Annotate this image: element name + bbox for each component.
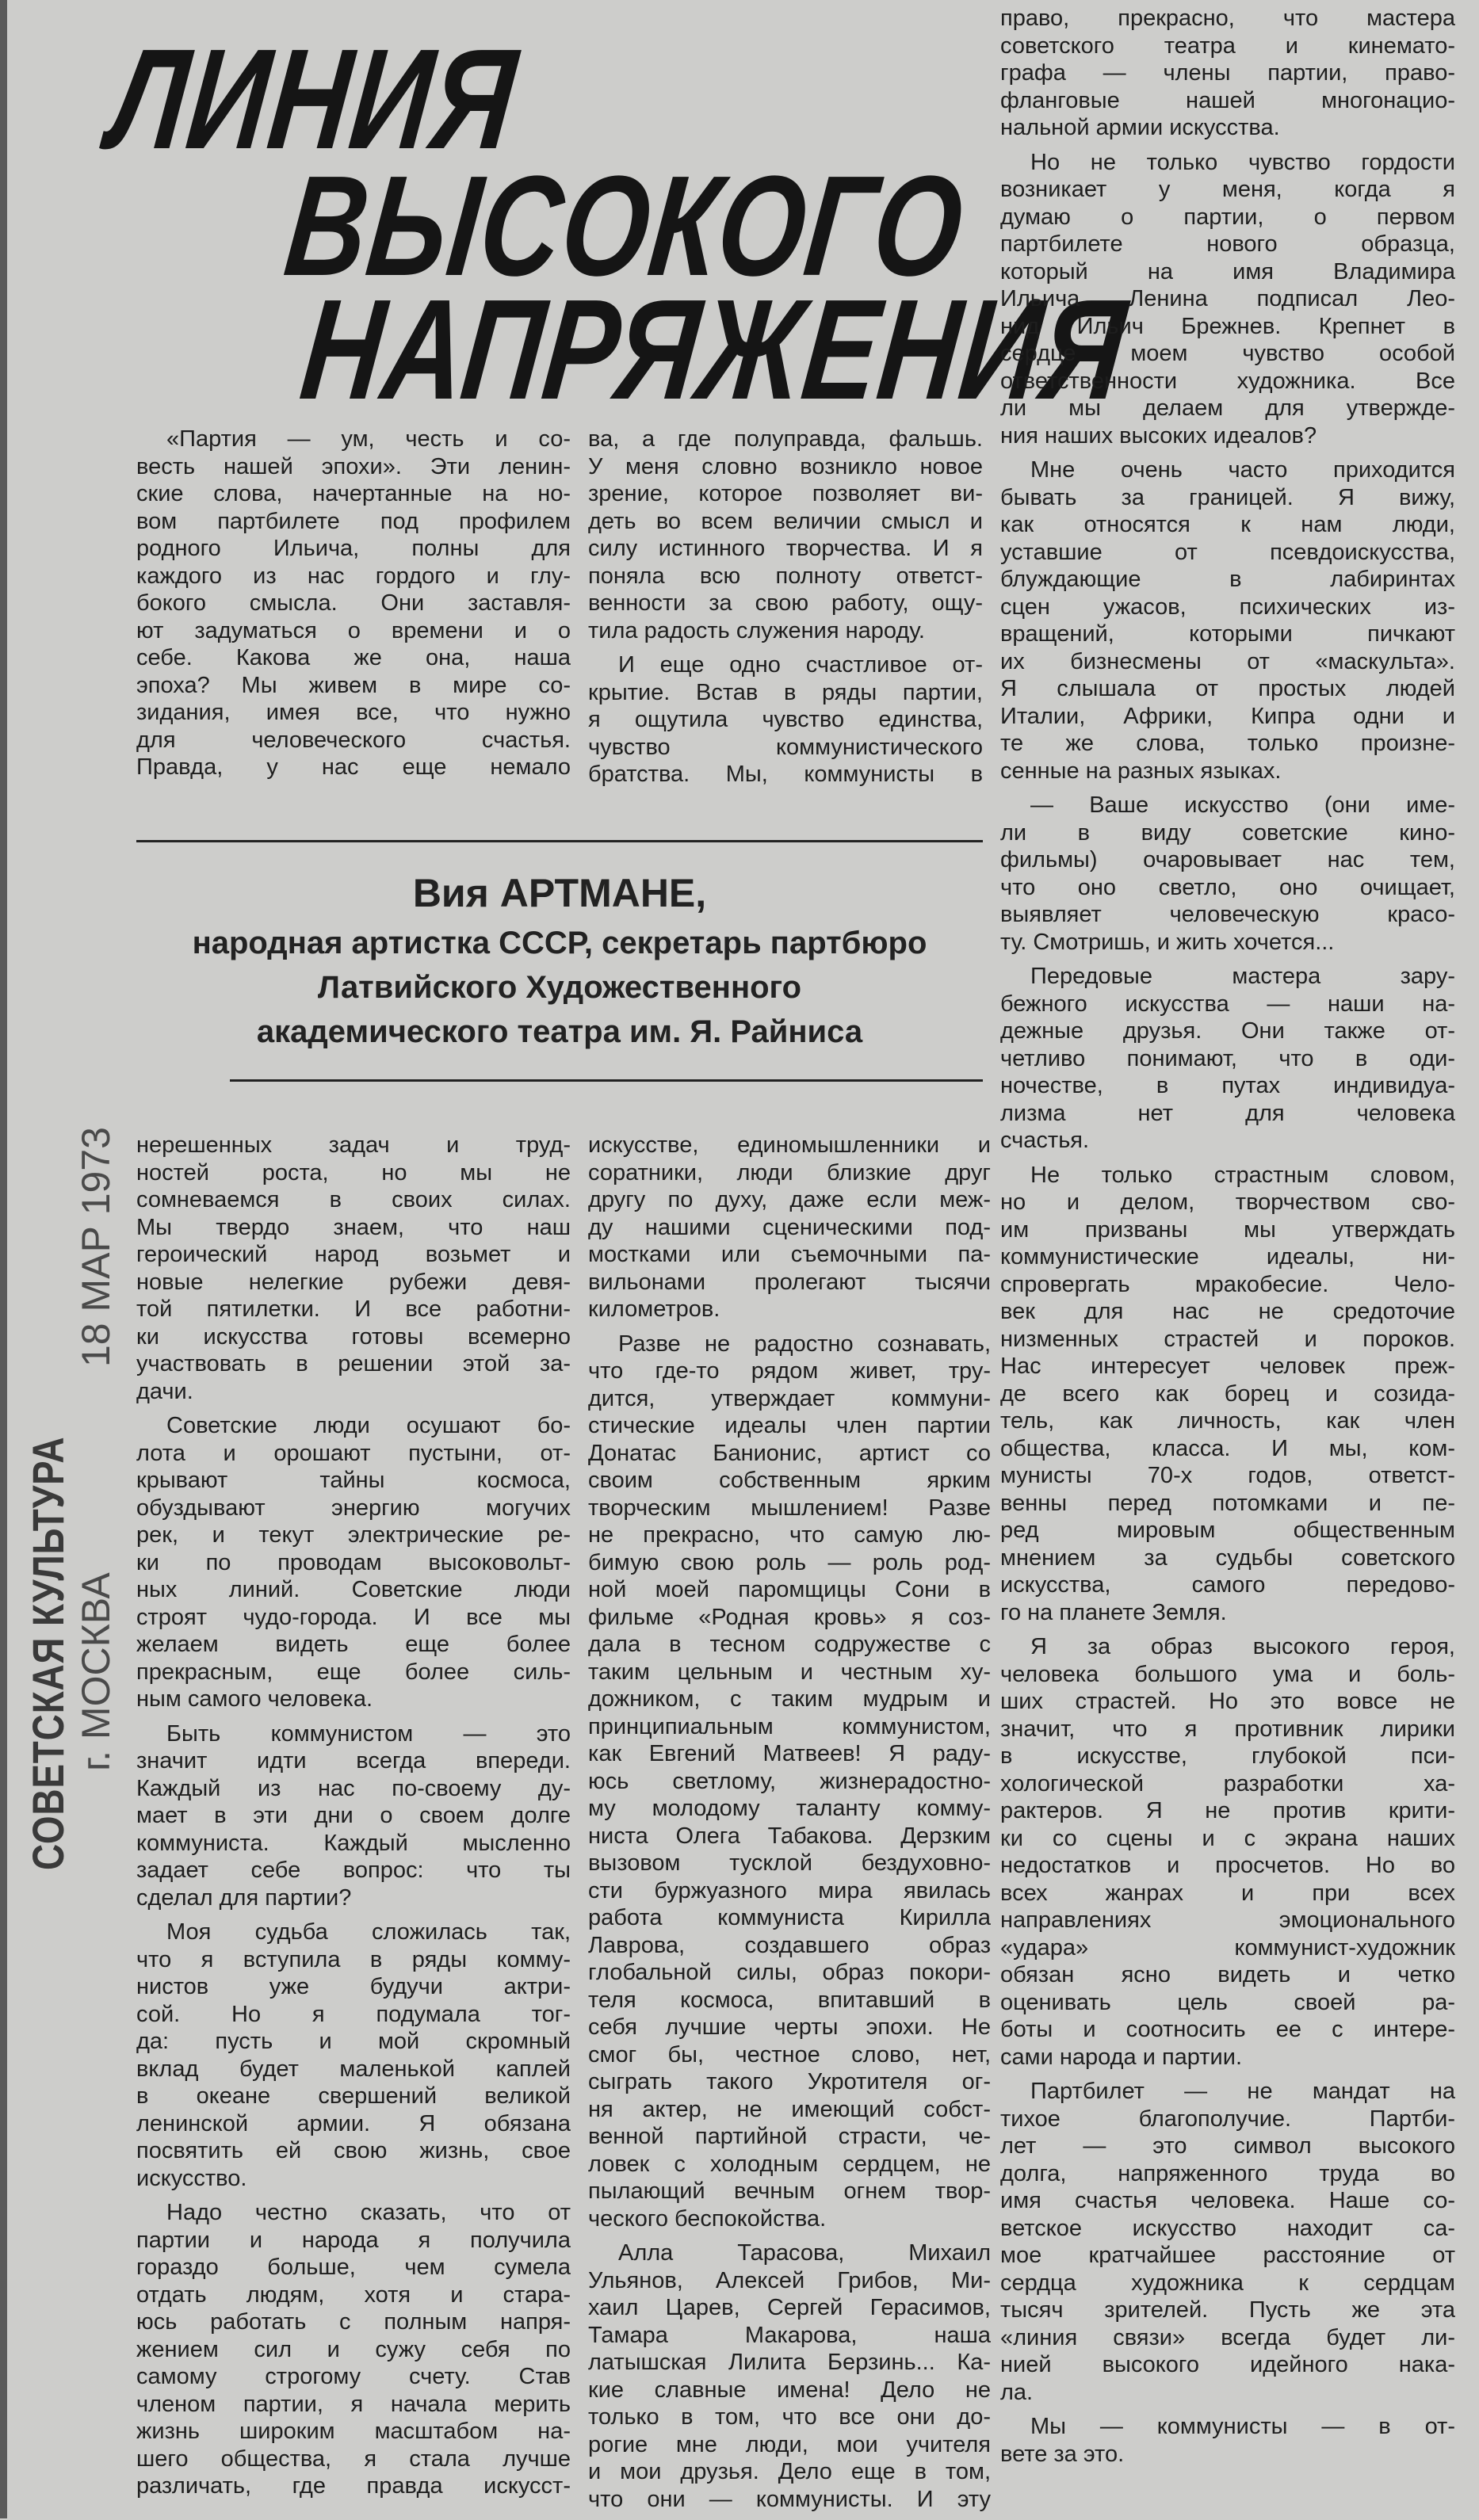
text-line: зидания, имея все, что нужно [136,700,571,725]
text-line: зрение, которое позволяет ви- [588,481,983,506]
text-line: У меня словно возникло новое [588,453,983,479]
article-paragraph [1000,792,1455,956]
text-line: Италии, Африки, Кипра одни и [1000,703,1455,729]
text-line: те же слова, только произне- [1000,731,1455,756]
text-line: Ильича Ленина подписал Лео- [1000,286,1455,311]
text-line: советского театра и кинемато- [1000,32,1455,59]
text-line: венности за свою работу, ощу- [588,590,983,616]
text-line: Советские люди осушают бо- [166,1413,571,1438]
text-line: «Партия — ум, честь и со- [166,426,571,452]
text-line: бывать за границей. Я вижу, [1000,484,1455,510]
text-line: Но не только чувство гордости [1030,149,1455,175]
text-line: километров. [588,1296,720,1322]
text-line: поняла всю полноту ответст- [588,563,983,589]
text-line: ветское искусство находит са- [1000,2215,1455,2241]
text-line: обуздывают энергию могучих [136,1495,571,1521]
text-line: вызовом тусклой бездуховно- [588,1850,991,1876]
text-line: ду нашими сценическими под- [588,1214,991,1240]
text-line: дежные друзья. Они также от- [1000,1018,1455,1044]
text-line: ские слова, начертанные на но- [136,481,571,506]
text-line: братства. Мы, коммунисты в [588,762,983,787]
text-line: ла. [1000,2379,1034,2405]
text-line: лота и орошают пустыни, от- [136,1440,571,1466]
text-line: И еще одно счастливое от- [618,652,983,678]
text-line: вете за это. [1000,2441,1125,2467]
text-line: я ощутила чувство единства, [588,707,983,732]
text-line: как Евгений Матвеев! Я раду- [588,1741,991,1766]
text-line: Алла Тарасова, Михаил [618,2240,991,2266]
text-line: лизма нет для человека [1000,1100,1455,1126]
text-line: Тамара Макарова, наша [588,2322,991,2348]
text-line: героический народ возьмет и [136,1242,571,1267]
text-line: сердца художника к сердцам [1000,2270,1455,2296]
text-line: ших страстей. Но это вовсе не [1000,1689,1455,1714]
text-line: мнением за судьбы советского [1000,1544,1455,1571]
text-line: искусства, самого передово- [1000,1572,1455,1598]
text-line: рогие мне люди, мои учителя [588,2431,991,2457]
article-paragraph [136,1412,571,1713]
text-line: ниста Олега Табакова. Дерзким [588,1823,991,1849]
text-line: тысяч зрителей. Пусть же эта [1000,2297,1455,2323]
text-line: нид Ильич Брежнев. Крепнет в [1000,313,1455,339]
text-line: спровергать мракобесие. Чело- [1000,1271,1455,1297]
text-line: мое кратчайшее расстояние от [1000,2243,1455,2268]
text-line: бокого смысла. Они заставля- [136,590,571,616]
text-line: сой. Но я подумала тог- [136,2001,571,2027]
article-paragraph [136,426,571,781]
text-line: что где-то рядом живет, тру- [588,1358,991,1384]
text-line: возникает у меня, когда я [1000,177,1455,202]
text-line: ной моей паромщицы Сони в [588,1577,991,1602]
article-paragraph [1000,456,1455,785]
text-line: оценивать цель своей ра- [1000,1989,1455,2015]
text-line: фланговые нашей многонацио- [1000,87,1455,113]
text-line: дачи. [136,1378,193,1404]
article-paragraph [1000,963,1455,1155]
author-title-line: народная артистка СССР, секретарь партбюро [192,926,927,960]
text-line: глобальной силы, образ покори- [588,1960,991,1985]
text-line: дится, утверждает коммуни- [588,1385,991,1411]
text-line: венны перед потомками и пе- [1000,1490,1455,1516]
text-line: выявляет человеческую красо- [1000,902,1455,927]
text-line: ки искусства готовы всемерно [136,1323,571,1350]
text-line: человека большого ума и боль- [1000,1661,1455,1687]
text-line: бимую свою роль — роль род- [588,1549,991,1575]
divider-rule [230,1079,983,1082]
text-line: ня актер, не имеющий собст- [588,2096,991,2122]
text-line: му молодому таланту комму- [588,1796,991,1821]
text-line: Мы твердо знаем, что наш [136,1214,571,1240]
text-line: сенные на разных языках. [1000,758,1282,784]
text-line: принципиальным коммунистом, [588,1713,991,1739]
text-line: всех жанрах и при всех [1000,1880,1455,1906]
text-line: той пятилетки. И все работни- [136,1296,571,1322]
text-line: ответственности художника. Все [1000,368,1455,394]
article-paragraph [588,1331,991,2233]
article-paragraph [588,651,983,788]
article-paragraph [1000,149,1455,450]
text-line: век для нас не средоточие [1000,1299,1455,1324]
text-line: различать, где правда искусст- [136,2473,571,2499]
text-line: но и делом, творчеством сво- [1000,1189,1455,1215]
text-line: право, прекрасно, что мастера [1000,6,1455,31]
text-line: нией высокого идейного нака- [1000,2352,1455,2377]
text-line: своим собственным ярким [588,1468,991,1493]
text-line: стические идеалы член партии [588,1413,991,1438]
text-line: обязан ясно видеть и четко [1000,1962,1455,1987]
text-line: пылающий вечным огнем твор- [588,2178,991,2204]
text-line: сами народа и партии. [1000,2044,1243,2070]
text-line: им призваны мы утверждать [1000,1216,1455,1243]
text-line: в искусстве, глубокой пси- [1000,1743,1455,1769]
text-line: ли мы делаем для утвержде- [1000,395,1455,421]
text-line: партбилете нового образца, [1000,231,1455,257]
text-line: тихое благополучие. Партби- [1000,2106,1455,2132]
text-line: коммуниста. Каждый мысленно [136,1830,571,1856]
text-line: Мы — коммунисты — в от- [1030,2414,1455,2439]
text-line: ред мировым общественным [1000,1518,1455,1543]
text-line: — Ваше искусство (они име- [1030,792,1455,818]
text-line: боты и соотносить ее с интере- [1000,2017,1455,2042]
text-line: коммунистические идеалы, ни- [1000,1244,1455,1270]
text-line: не прекрасно, что самую лю- [588,1522,991,1548]
text-line: нистов уже будучи актри- [136,1974,571,1999]
text-line: нерешенных задач и труд- [136,1132,571,1158]
text-line: эпоха? Мы живем в мире со- [136,672,571,698]
text-line: Ульянов, Алексей Грибов, Ми- [588,2267,991,2293]
text-line: мунисты 70-х годов, ответст- [1000,1463,1455,1488]
text-line: недостатков и просчетов. Но во [1000,1853,1455,1878]
article-paragraph [588,426,983,644]
stamp-city: г. МОСКВА [74,1572,118,1771]
text-line: новые нелегкие рубежи девя- [136,1269,571,1295]
text-line: юсь светлому, жизнерадостно- [588,1768,991,1794]
text-line: сыграть такого Укротителя ог- [588,2069,991,2094]
article-paragraph [136,1720,571,1912]
text-line: только в том, что все они до- [588,2404,991,2430]
text-line: мает в эти дни о своем долге [136,1803,571,1828]
text-line: хаил Царев, Сергей Герасимов, [588,2295,991,2320]
text-line: Мне очень часто приходится [1030,457,1455,483]
text-line: самому строгому счету. Став [136,2364,571,2389]
clipping-edge [0,0,7,2518]
text-line: рек, и текут электрические ре- [136,1522,571,1548]
text-line: чувство коммунистического [588,734,983,760]
text-line: сцен ужасов, психических из- [1000,594,1455,620]
text-line: ным самого человека. [136,1686,373,1712]
text-line: сделал для партии? [136,1884,352,1911]
text-line: Нас интересует человек преж- [1000,1354,1455,1379]
text-line: Надо честно сказать, что от [166,2200,571,2225]
text-line: каждого из нас гордого и глу- [136,563,571,589]
headline-line-3: НАПРЯЖЕНИЯ [294,270,1134,430]
author-title-line: Латвийского Художественного [317,970,802,1005]
text-line: тель, как личность, как член [1000,1408,1455,1434]
text-line: дожником, с таким мудрым и [588,1686,991,1712]
text-line: крывают тайны космоса, [136,1468,571,1493]
text-line: ловек с холодным сердцем, не [588,2151,991,2177]
text-line: блуждающие в лабиринтах [1000,567,1455,592]
text-line: себя лучшие черты эпохи. Не [588,2014,991,2040]
text-line: дала в тесном содружестве с [588,1632,991,1657]
text-line: искусстве, единомышленники и [588,1132,991,1158]
text-line: отдать людям, хотя и стара- [136,2281,571,2308]
text-line: фильмы) очаровывает нас тем, [1000,847,1455,872]
text-line: работа коммуниста Кирилла [588,1905,991,1930]
text-line: бежного искусства — наши на- [1000,991,1455,1017]
text-line: латышская Лилита Берзинь... Ка- [588,2350,991,2375]
text-line: долга, напряженного труда во [1000,2160,1455,2186]
text-line: жением сил и сужу себя по [136,2336,571,2362]
text-line: родного Ильича, полны для [136,536,571,561]
text-line: счастья. [1000,1128,1090,1153]
author-title-line: академического театра им. Я. Райниса [256,1014,863,1049]
text-line: рактеров. Я не против крити- [1000,1798,1455,1823]
text-line: соратники, люди близкие друг [588,1159,991,1186]
text-line: направлениях эмоционального [1000,1907,1455,1933]
text-line: го на планете Земля. [1000,1599,1227,1625]
text-line: сердце моем чувство особой [1000,341,1455,366]
text-line: партии и народа я получила [136,2227,571,2253]
text-line: строят чудо-города. И все мы [136,1604,571,1630]
text-line: жизнь широким масштабом на- [136,2419,571,2444]
text-line: Партбилет — не мандат на [1030,2079,1455,2104]
text-line: который на имя Владимира [1000,258,1455,284]
text-line: смог бы, честное слово, нет, [588,2041,991,2068]
stamp-date: 18 МАР 1973 [74,1127,118,1367]
text-line: задает себе вопрос: что ты [136,1858,571,1883]
stamp-newspaper-name: СОВЕТСКАЯ КУЛЬТУРА [23,1436,73,1870]
text-line: Быть коммунистом — это [166,1720,571,1747]
text-line: как относятся к нам люди, [1000,512,1455,537]
text-line: кие славные имена! Дело не [588,2377,991,2403]
text-line: искусство. [136,2165,247,2191]
text-line: хологической разработки ха- [1000,1770,1455,1796]
article-paragraph [1000,5,1455,142]
text-line: Моя судьба сложилась так, [166,1919,571,1945]
article-column-top-left [136,426,571,788]
text-line: деть во всем величии смысл и [588,508,983,534]
text-line: вильонами пролегают тысячи [588,1269,991,1295]
text-line: ленинской армии. Я обязана [136,2110,571,2136]
text-line: фильме «Родная кровь» я соз- [588,1604,991,1630]
article-column-top-middle [588,426,983,796]
text-line: «линия связи» всегда будет ли- [1000,2324,1455,2350]
article-paragraph [1000,1162,1455,1627]
text-line: себе. Какова же она, наша [136,645,571,670]
text-line: сти буржуазного мира явилась [588,1877,991,1903]
text-line: ва, а где полуправда, фальшь. [588,426,983,452]
text-line: вклад будет маленькой каплей [136,2056,571,2082]
text-line: мостками или съемочными па- [588,1242,991,1267]
text-line: для человеческого счастья. [136,727,571,753]
text-line: Лаврова, создавшего образ [588,1932,991,1958]
article-paragraph [136,2199,571,2500]
text-line: вращений, которыми пичкают [1000,621,1455,647]
text-line: посвятить ей свою жизнь, свое [136,2138,571,2163]
text-line: ки со сцены и с экрана наших [1000,1825,1455,1851]
text-line: да: пусть и мой скромный [136,2029,571,2054]
article-column-bottom-middle [588,1132,991,2520]
text-line: теля космоса, впитавший в [588,1987,991,2013]
text-line: желаем видеть еще более [136,1632,571,1657]
text-line: имя счастья человека. Наше со- [1000,2188,1455,2213]
text-line: ют задуматься о времени и о [136,617,571,643]
article-paragraph [588,1132,991,1323]
text-line: «удара» коммунист-художник [1000,1934,1455,1961]
text-line: Не только страстным словом, [1030,1162,1455,1188]
text-line: ных линий. Советские люди [136,1577,571,1602]
text-line: общества, класса. И мы, ком- [1000,1435,1455,1461]
text-line: Я слышала от простых людей [1000,676,1455,701]
text-line: венной партийной страсти, че- [588,2124,991,2149]
text-line: нальной армии искусства. [1000,115,1280,140]
text-line: в океане свершений великой [136,2083,571,2109]
text-line: ночестве, в путах индивидуа- [1000,1073,1455,1098]
text-line: уставшие от псевдоискусства, [1000,539,1455,565]
text-line: лет — это символ высокого [1000,2133,1455,2159]
article-paragraph [588,2239,991,2513]
article-paragraph [136,1919,571,2192]
text-line: Правда, у нас еще немало [136,754,571,780]
text-line: Передовые мастера зару- [1030,964,1455,989]
headline-line-2: ВЫСОКОГО [278,147,972,306]
text-line: тила радость служения народу. [588,617,925,643]
text-line: вом партбилете под профилем [136,508,571,534]
article-paragraph [1000,2078,1455,2406]
headline-line-1: ЛИНИЯ [102,20,525,179]
text-line: прекрасным, еще более силь- [136,1659,571,1685]
text-line: Донатас Банионис, артист со [588,1440,991,1466]
text-line: ностей роста, но мы не [136,1159,571,1186]
text-line: значит идти всегда впереди. [136,1748,571,1774]
article-paragraph [136,1132,571,1405]
text-line: их бизнесмены от «маскульта». [1000,648,1455,674]
text-line: графа — члены партии, право- [1000,60,1455,86]
text-line: думаю о партии, о первом [1000,204,1455,230]
text-line: низменных страстей и пороков. [1000,1326,1455,1352]
text-line: крытие. Встав в ряды партии, [588,679,983,705]
article-paragraph [1000,1633,1455,2071]
text-line: членом партии, я начала мерить [136,2391,571,2417]
text-line: ли в виду советские кино- [1000,819,1455,846]
text-line: де всего как борец и созида- [1000,1380,1455,1407]
text-line: что оно светло, оно очищает, [1000,874,1455,900]
text-line: таким цельным и честным ху- [588,1659,991,1685]
text-line: значит, что я противник лирики [1000,1716,1455,1742]
text-line: что я вступила в ряды комму- [136,1946,571,1972]
text-line: участвовать в решении этой за- [136,1351,571,1376]
text-line: другу по духу, даже если меж- [588,1187,991,1212]
text-line: силу истинного творчества. И я [588,536,983,561]
text-line: четливо понимают, что в оди- [1000,1045,1455,1071]
text-line: ту. Смотришь, и жить хочется... [1000,929,1335,955]
text-line: Я за образ высокого героя, [1030,1634,1455,1659]
text-line: Каждый из нас по-своему ду- [136,1775,571,1801]
text-line: весть нашей эпохи». Эти ленин- [136,453,571,479]
author-name: Вия АРТМАНЕ, [412,871,707,915]
text-line: сомневаемся в своих силах. [136,1187,571,1212]
text-line: шего общества, я стала лучше [136,2446,571,2472]
divider-rule [136,840,983,842]
article-column-bottom-left [136,1132,571,2507]
text-line: Разве не радостно сознавать, [618,1331,991,1357]
text-line: ния наших высоких идеалов? [1000,422,1317,449]
text-line: ки по проводам высоковольт- [136,1549,571,1575]
text-line: гораздо больше, чем сумела [136,2255,571,2280]
article-column-right [1000,5,1455,2475]
text-line: ческого беспокойства. [588,2205,827,2232]
text-line: юсь работать с полным напря- [136,2309,571,2335]
text-line: что они — коммунисты. И эту [588,2486,991,2512]
article-paragraph [1000,2413,1455,2468]
text-line: и мои друзья. Дело еще в том, [588,2459,991,2484]
text-line: творческим мышлением! Разве [588,1495,991,1521]
